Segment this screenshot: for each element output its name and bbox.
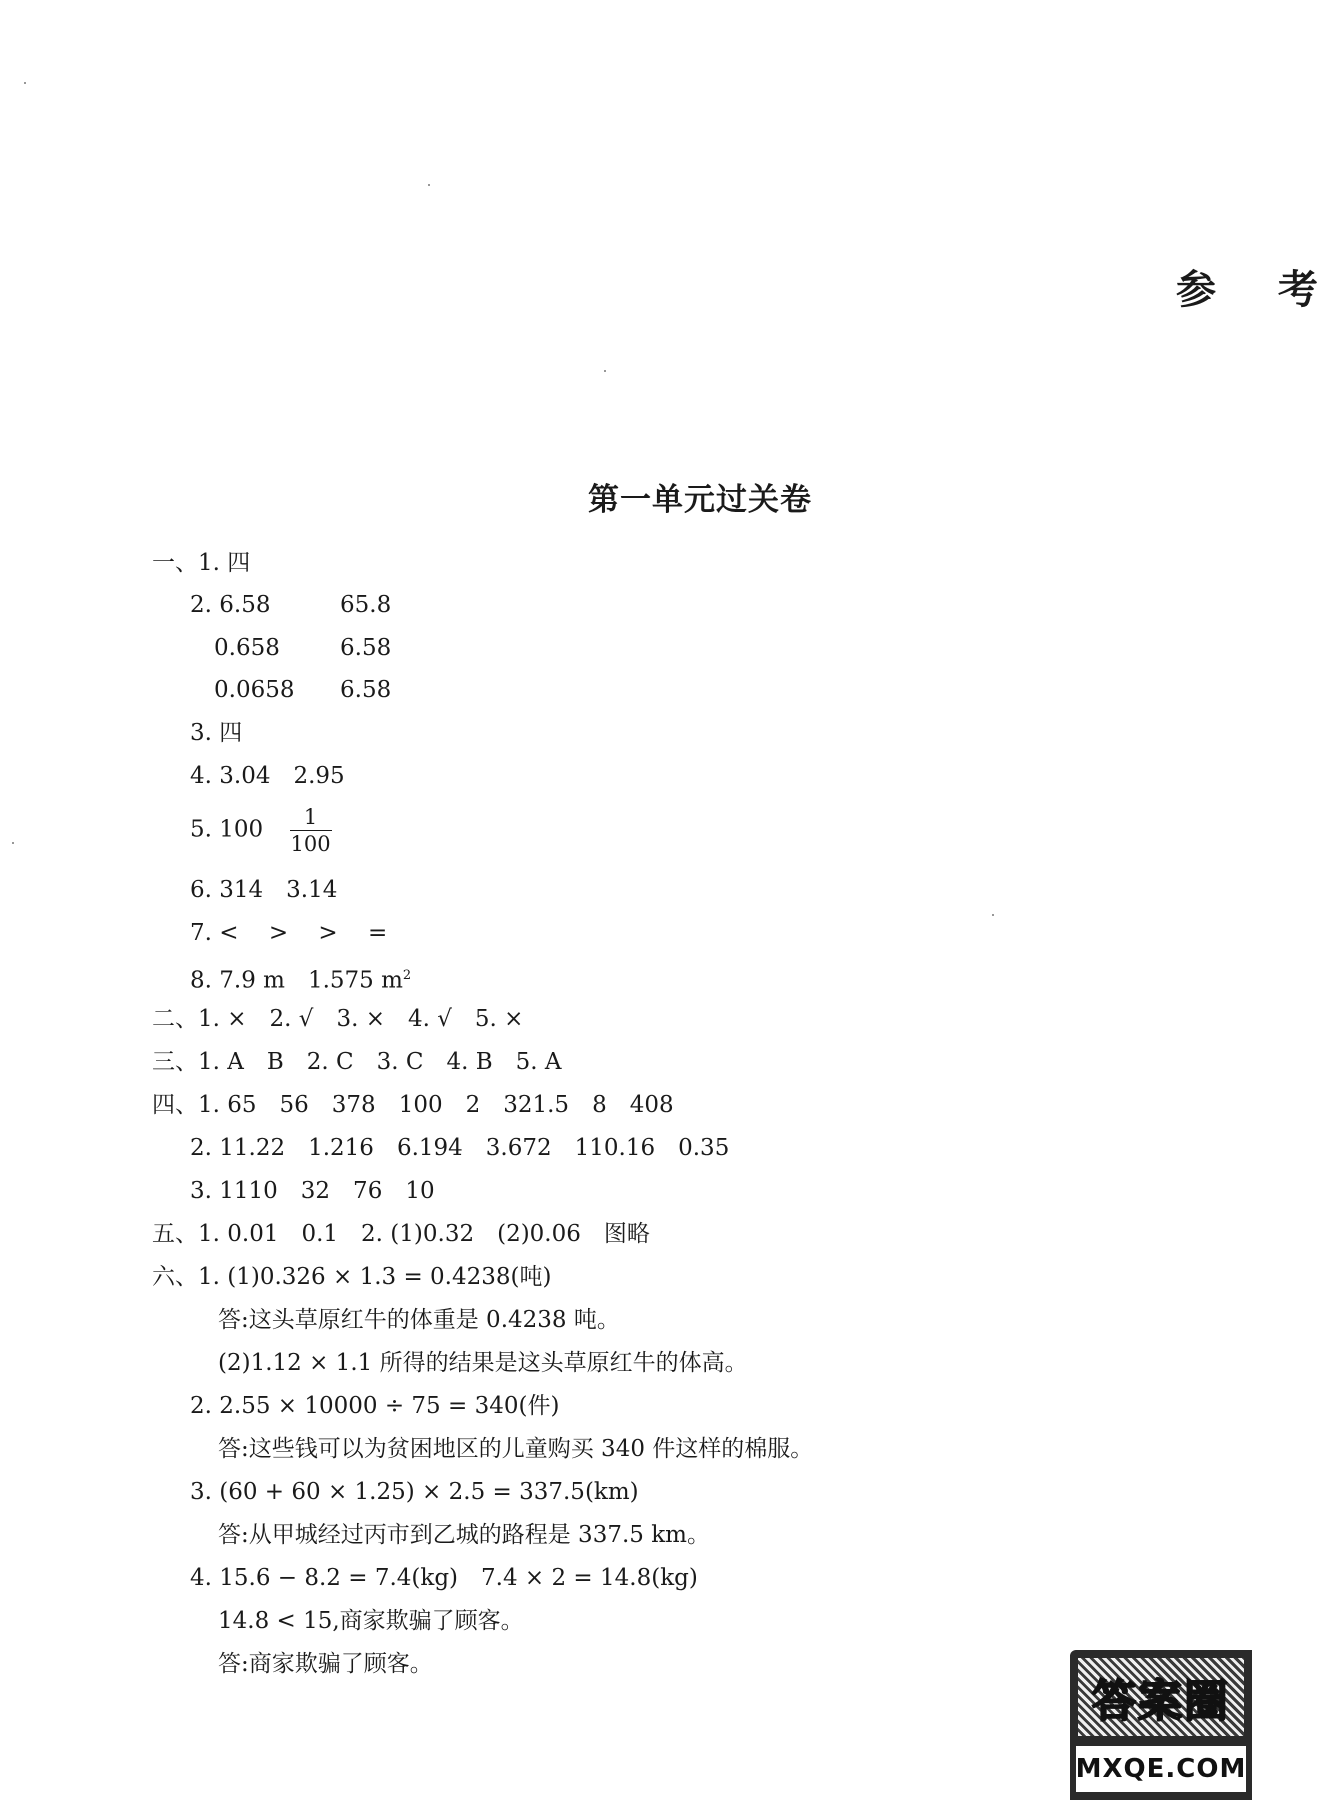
answer-line: 4. 15.6 − 8.2 = 7.4(kg) 7.4 × 2 = 14.8(kg) [190, 1565, 698, 1591]
answer-line: 二、1. × 2. √ 3. × 4. √ 5. × [152, 1006, 524, 1032]
fraction-denominator: 100 [290, 832, 331, 856]
answer-line: 3. 1110 32 76 10 [190, 1178, 435, 1204]
answer-line: 4. 3.04 2.95 [190, 763, 345, 789]
answer-line: 四、1. 65 56 378 100 2 321.5 8 408 [152, 1092, 674, 1118]
watermark-text: 答案圈 [1092, 1676, 1230, 1727]
scan-speck [604, 370, 606, 372]
fraction [286, 806, 334, 855]
answer-text: 8. 7.9 m 1.575 m [190, 967, 403, 994]
answer-line: 6. 314 3.14 [190, 877, 338, 903]
fraction-numerator: 1 [303, 805, 318, 829]
watermark-bottom [1076, 1746, 1246, 1792]
section-title: 第一单元过关卷 [588, 482, 812, 518]
scan-speck [24, 82, 26, 84]
answer-line: 答:这些钱可以为贫困地区的儿童购买 340 件这样的棉服。 [218, 1436, 814, 1462]
answer-line: 三、1. A B 2. C 3. C 4. B 5. A [152, 1049, 562, 1075]
answer-prefix: 5. 100 [190, 816, 264, 843]
answer-line: 3. (60 + 60 × 1.25) × 2.5 = 337.5(km) [190, 1479, 639, 1505]
superscript: 2 [402, 968, 412, 983]
header-title-partial: 参 考 [1176, 266, 1342, 313]
answer-line [190, 961, 411, 996]
answer-line: 答:商家欺骗了顾客。 [218, 1651, 433, 1677]
answer-line: 3. 四 [190, 720, 243, 746]
answer-line: 2. 6.58 [190, 592, 271, 618]
answer-line: 2. 2.55 × 10000 ÷ 75 = 340(件) [190, 1393, 560, 1419]
answer-line: 7. < > > = [190, 920, 388, 946]
watermark-url: MXQE.COM [1075, 1754, 1247, 1784]
answer-line: 六、1. (1)0.326 × 1.3 = 0.4238(吨) [152, 1264, 552, 1290]
answer-line: 14.8 < 15,商家欺骗了顾客。 [218, 1608, 524, 1634]
answer-line: 65.8 [340, 592, 392, 618]
answer-line: 0.0658 [214, 677, 295, 703]
answer-line: (2)1.12 × 1.1 所得的结果是这头草原红牛的体高。 [218, 1350, 748, 1376]
answer-line: 五、1. 0.01 0.1 2. (1)0.32 (2)0.06 图略 [152, 1221, 650, 1247]
answer-line: 0.658 [214, 635, 280, 661]
watermark-logo [1070, 1650, 1252, 1800]
answer-line: 6.58 [340, 677, 392, 703]
scan-speck [428, 184, 430, 186]
answer-line: 答:这头草原红牛的体重是 0.4238 吨。 [218, 1307, 620, 1333]
watermark-top [1078, 1658, 1244, 1736]
fraction-bar [290, 830, 332, 831]
answer-line: 一、1. 四 [152, 550, 251, 576]
answer-line: 答:从甲城经过丙市到乙城的路程是 337.5 km。 [218, 1522, 710, 1548]
scan-speck [992, 914, 994, 916]
answer-line [190, 806, 335, 855]
answer-line: 6.58 [340, 635, 392, 661]
scan-speck [12, 842, 14, 844]
answer-line: 2. 11.22 1.216 6.194 3.672 110.16 0.35 [190, 1135, 730, 1161]
